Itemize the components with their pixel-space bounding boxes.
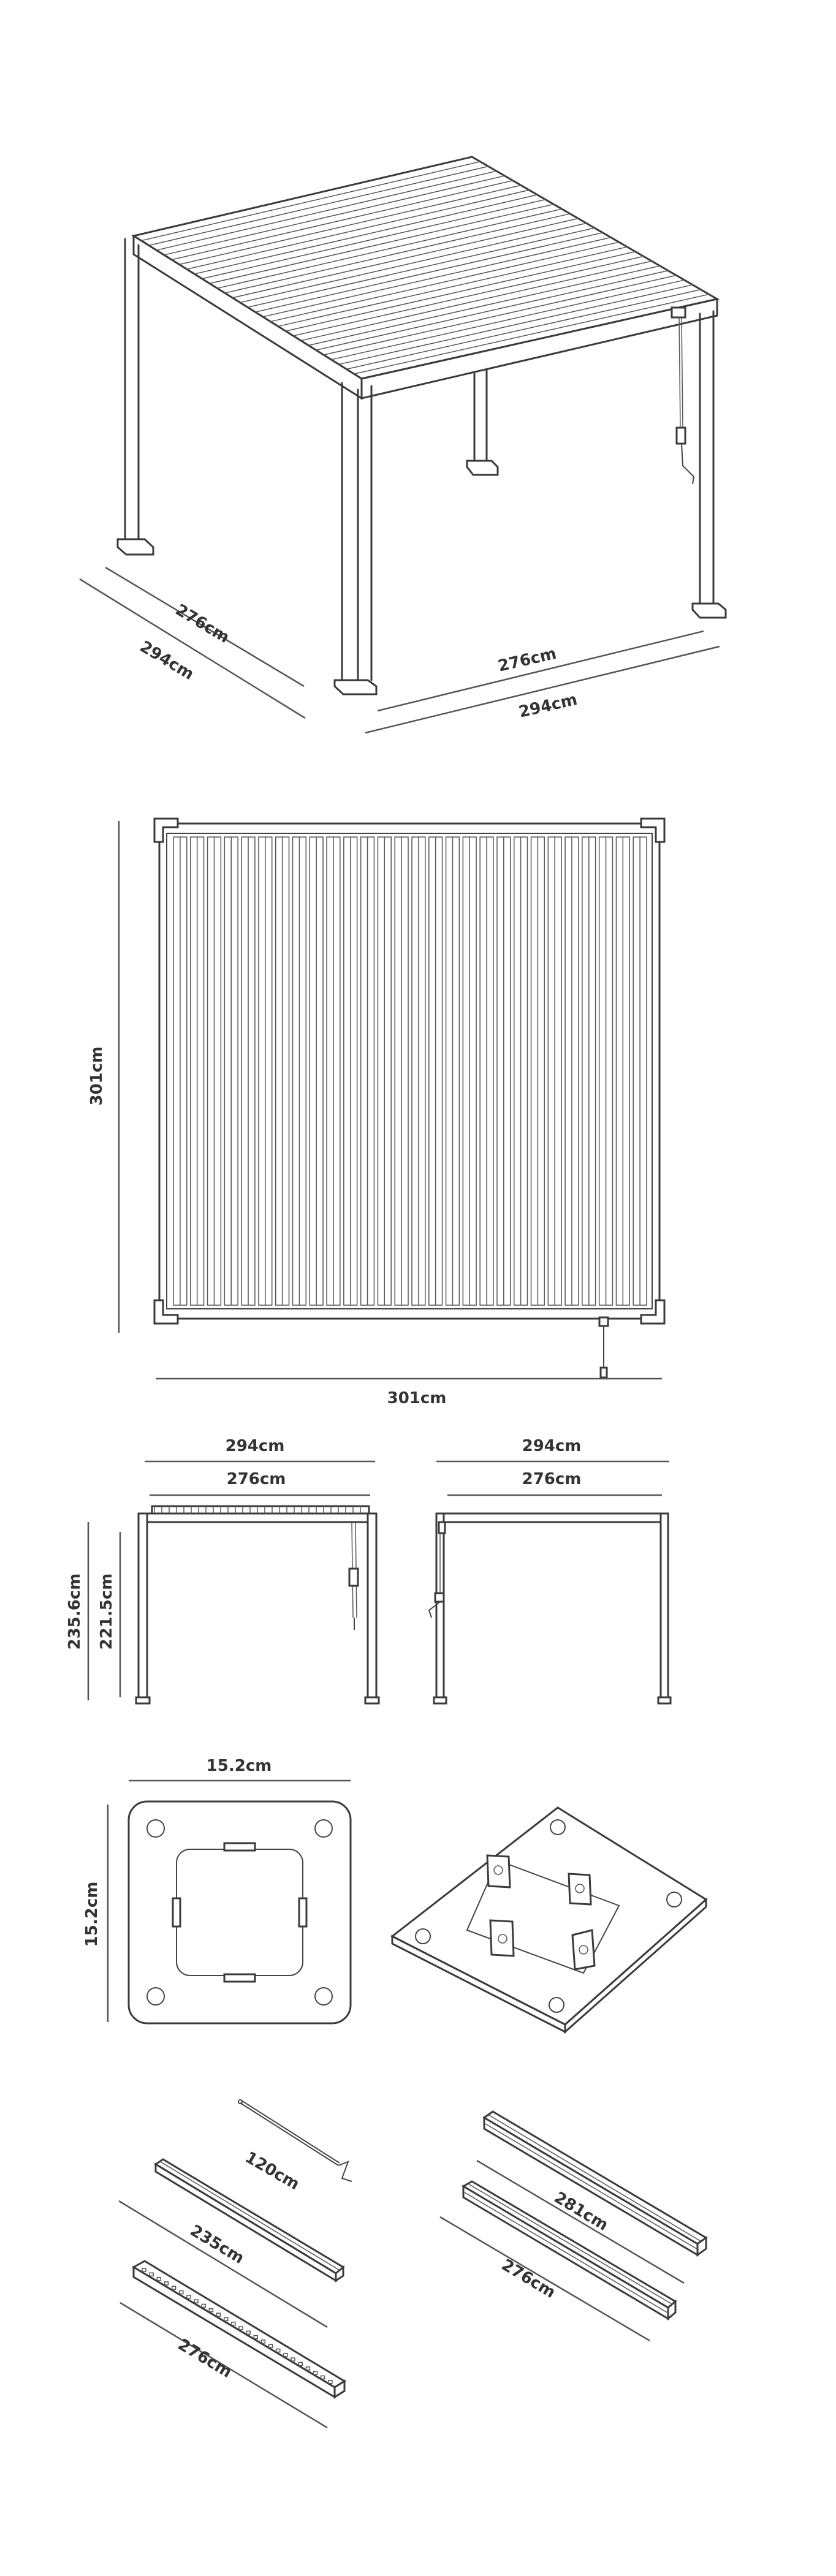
part-rail-short-label: 276cm (498, 2256, 559, 2302)
iso-post-back-right (467, 370, 498, 475)
base-height-label: 15.2cm (83, 1881, 101, 1947)
iso-crank-handle (672, 308, 694, 484)
part-gutter-label: 235cm (186, 2221, 248, 2268)
top-height-label: 301cm (88, 1046, 106, 1106)
part-rail-long-label: 281cm (550, 2188, 612, 2235)
top-width-label: 301cm (387, 1389, 447, 1407)
iso-dimension-lines (80, 567, 720, 733)
iso-roof (134, 157, 717, 398)
front-height-inner-label: 221.5cm (97, 1573, 116, 1650)
iso-depth-inner-label: 276cm (172, 600, 233, 647)
base-width-label: 15.2cm (206, 1757, 272, 1775)
front-outer-label: 294cm (225, 1437, 285, 1455)
isometric-view (80, 157, 726, 733)
front-view (66, 1437, 379, 1703)
iso-depth-outer-label: 294cm (136, 637, 197, 684)
iso-post-front-right (693, 311, 726, 618)
part-rail-long (484, 2112, 706, 2255)
part-beam-label: 276cm (174, 2335, 235, 2382)
side-inner-label: 276cm (522, 1470, 582, 1488)
iso-width-outer-label: 294cm (517, 690, 579, 722)
base-plate-top-view (83, 1757, 351, 2023)
base-plate-iso-view (392, 1808, 706, 2032)
front-height-outer-label: 235.6cm (66, 1573, 84, 1650)
part-crank-label: 120cm (241, 2148, 303, 2194)
parts-view (119, 2100, 706, 2428)
iso-post-back-left (118, 239, 153, 555)
top-view (88, 819, 664, 1407)
iso-post-front (335, 383, 376, 694)
iso-width-inner-label: 276cm (496, 644, 558, 676)
side-outer-label: 294cm (522, 1437, 582, 1455)
part-gutter (156, 2159, 343, 2281)
top-crank (599, 1317, 608, 1377)
front-inner-label: 276cm (226, 1470, 286, 1488)
side-view (429, 1437, 671, 1703)
